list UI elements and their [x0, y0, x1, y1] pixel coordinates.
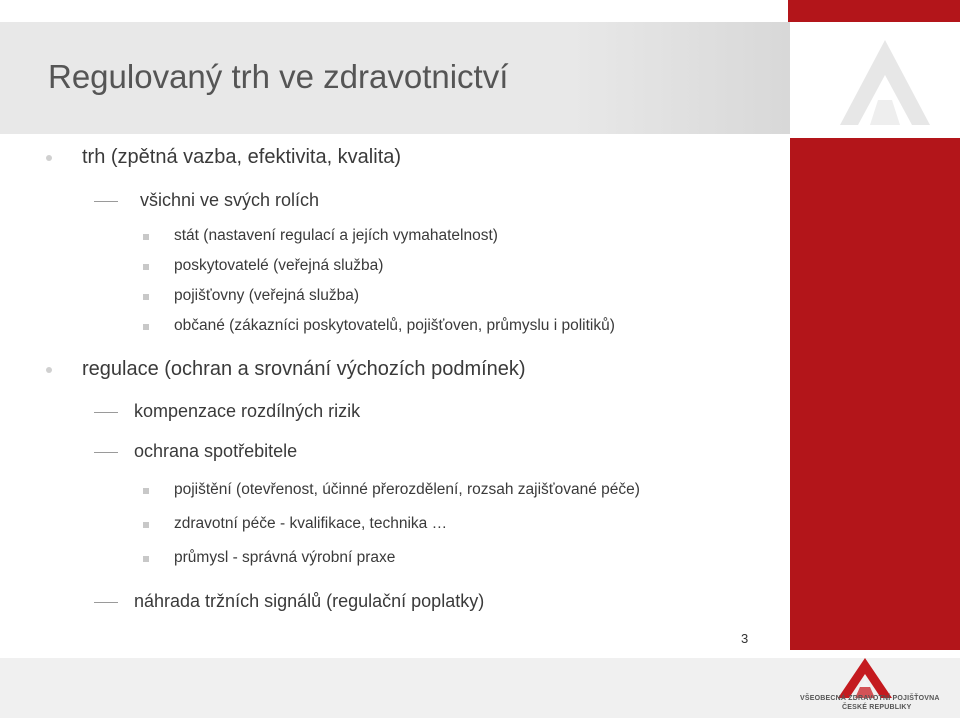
organization-name-line2: ČESKÉ REPUBLIKY [842, 704, 912, 711]
list-item: zdravotní péče - kvalifikace, technika … [174, 515, 448, 532]
list-item: trh (zpětná vazba, efektivita, kvalita) [82, 146, 402, 168]
square-bullet-icon [143, 264, 149, 270]
watermark-logo-icon [830, 30, 940, 130]
dash-bullet-icon [94, 201, 118, 202]
organization-name [800, 694, 958, 712]
square-bullet-icon [143, 522, 149, 528]
list-item: kompenzace rozdílných rizik [134, 401, 361, 421]
side-accent-bar [790, 138, 960, 650]
list-item: pojištění (otevřenost, účinné přerozdělení, rozsah zajišťované péče) [174, 481, 640, 498]
organization-name-line1: VŠEOBECNÁ ZDRAVOTNÍ POJIŠŤOVNA [800, 695, 940, 702]
square-bullet-icon [143, 556, 149, 562]
square-bullet-icon [143, 488, 149, 494]
list-item: poskytovatelé (veřejná služba) [174, 257, 384, 274]
page-number: 3 [741, 631, 749, 646]
list-item: průmysl - správná výrobní praxe [174, 549, 396, 566]
square-bullet-icon [143, 294, 149, 300]
bullet-dot-icon [46, 367, 52, 373]
square-bullet-icon [143, 234, 149, 240]
list-item: stát (nastavení regulací a jejích vymahatelnost) [174, 227, 498, 244]
top-accent-bar [788, 0, 960, 22]
list-item: náhrada tržních signálů (regulační poplatky) [134, 591, 485, 611]
dash-bullet-icon [94, 412, 118, 413]
list-item: regulace (ochran a srovnání výchozích podmínek) [82, 358, 526, 380]
list-item: ochrana spotřebitele [134, 441, 298, 461]
list-item: všichni ve svých rolích [140, 190, 320, 210]
slide-title: Regulovaný trh ve zdravotnictví [48, 58, 509, 95]
square-bullet-icon [143, 324, 149, 330]
list-item: pojišťovny (veřejná služba) [174, 287, 360, 304]
bullet-dot-icon [46, 155, 52, 161]
dash-bullet-icon [94, 602, 118, 603]
dash-bullet-icon [94, 452, 118, 453]
list-item: občané (zákazníci poskytovatelů, pojišťoven, průmyslu i politiků) [174, 317, 615, 334]
